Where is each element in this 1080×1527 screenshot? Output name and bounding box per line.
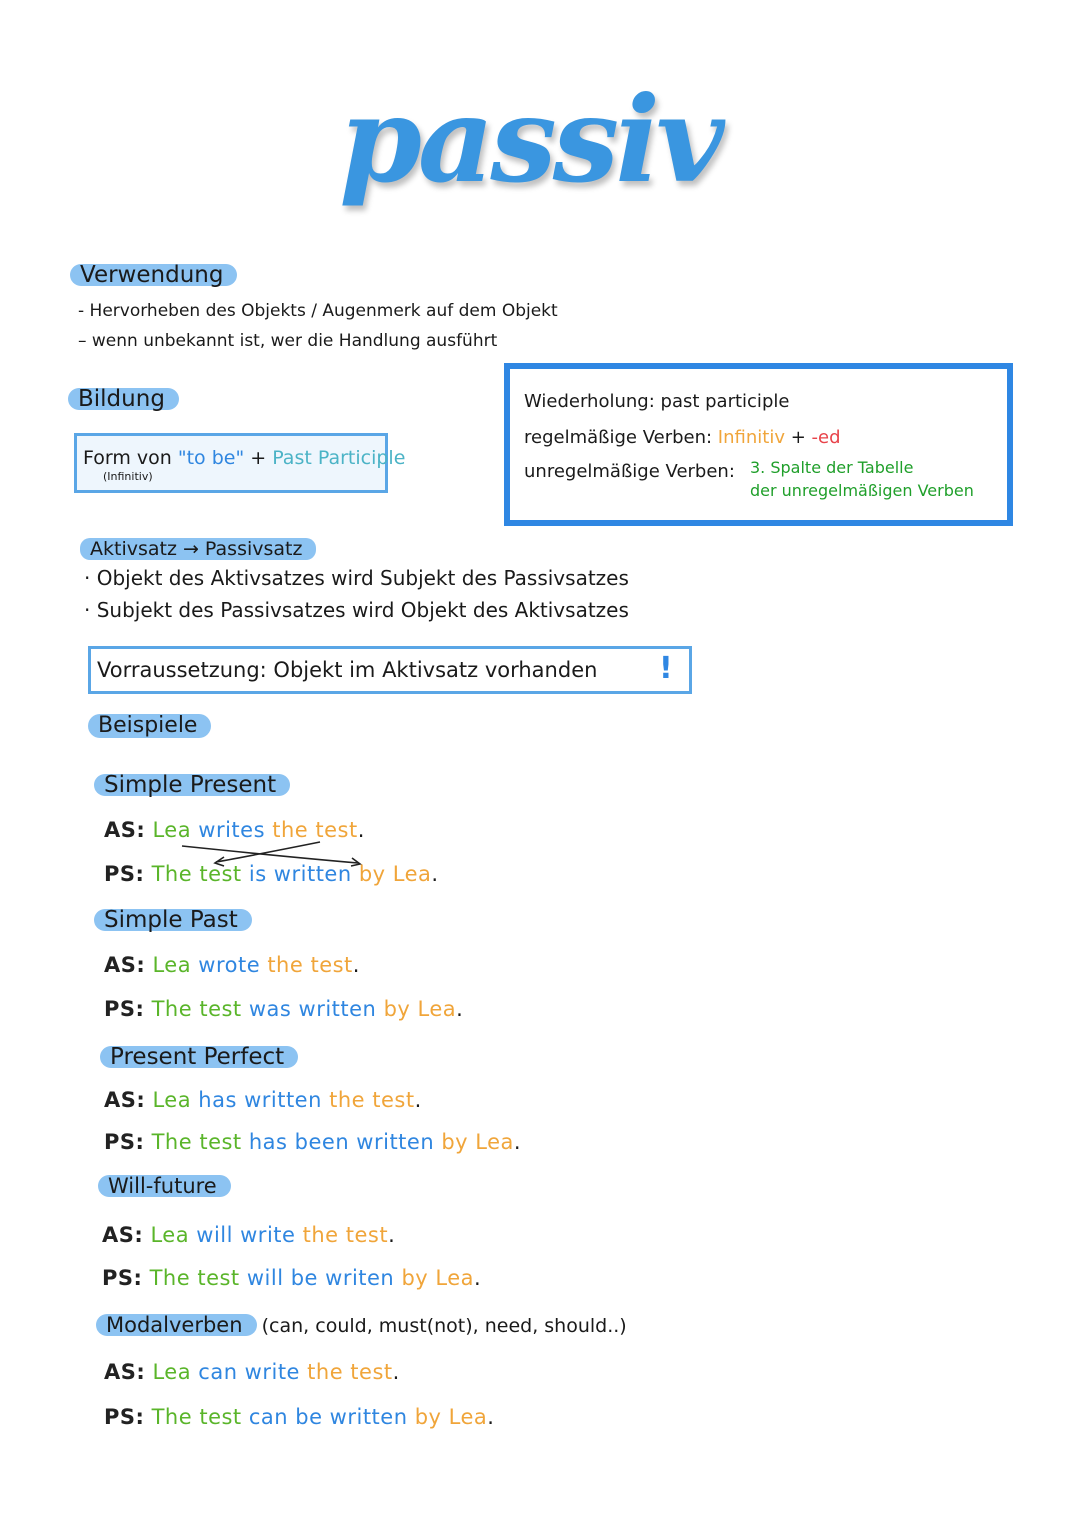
bildung-formula-box xyxy=(74,433,406,493)
simple-present-ps: PS: The test is written by Lea. xyxy=(104,862,439,886)
simple-present-as: AS: Lea writes the test. xyxy=(104,818,365,842)
will-future-as: AS: Lea will write the test. xyxy=(102,1223,396,1247)
section-heading-will-future: Will-future xyxy=(98,1175,231,1197)
exclamation-icon: ! xyxy=(659,651,673,686)
to-be-text: "to be" xyxy=(177,447,245,469)
modalverben-as: AS: Lea can write the test. xyxy=(104,1360,400,1384)
aktiv-passiv-item-2: · Subjekt des Passivsatzes wird Objekt des Aktivsatzes xyxy=(84,598,629,622)
regular-verbs-line: regelmäßige Verben: Infinitiv + -ed xyxy=(524,427,841,448)
present-perfect-as: AS: Lea has written the test. xyxy=(104,1088,422,1112)
aktiv-passiv-item-1: · Objekt des Aktivsatzes wird Subjekt des Passivsatzes xyxy=(84,566,629,590)
irregular-verbs-label: unregelmäßige Verben: xyxy=(524,461,735,482)
wiederholung-box xyxy=(504,363,1013,526)
simple-past-as: AS: Lea wrote the test. xyxy=(104,953,360,977)
verwendung-item-1: - Hervorheben des Objekts / Augenmerk auf dem Objekt xyxy=(78,301,558,321)
infinitiv-note: (Infinitiv) xyxy=(103,470,153,483)
irregular-verbs-line1: 3. Spalte der Tabelle xyxy=(750,458,914,477)
simple-past-ps: PS: The test was written by Lea. xyxy=(104,997,464,1021)
aktiv-passiv-heading: Aktivsatz → Passivsatz xyxy=(80,538,316,560)
section-heading-simple-past: Simple Past xyxy=(94,909,252,931)
modalverben-ps: PS: The test can be written by Lea. xyxy=(104,1405,495,1429)
past-participle-text: Past Participle xyxy=(272,447,406,469)
section-heading-simple-present: Simple Present xyxy=(94,774,290,796)
section-heading-present-perfect: Present Perfect xyxy=(100,1046,298,1068)
wiederholung-title: Wiederholung: past participle xyxy=(524,391,790,412)
verwendung-item-2: – wenn unbekannt ist, wer die Handlung ausführt xyxy=(78,331,498,351)
present-perfect-ps: PS: The test has been written by Lea. xyxy=(104,1130,522,1154)
page-title: passiv xyxy=(339,70,721,209)
modalverben-note: (can, could, must(not), need, should..) xyxy=(261,1315,627,1337)
section-heading-modalverben: Modalverben (can, could, must(not), need, should..) xyxy=(96,1314,627,1337)
will-future-ps: PS: The test will be writen by Lea. xyxy=(102,1266,482,1290)
voraussetzung-text: Vorraussetzung: Objekt im Aktivsatz vorhanden xyxy=(97,658,598,682)
verwendung-heading: Verwendung xyxy=(70,264,237,286)
voraussetzung-box xyxy=(88,646,692,694)
beispiele-heading: Beispiele xyxy=(88,714,211,738)
bildung-formula: Form von "to be" + Past Participle xyxy=(83,447,406,469)
irregular-verbs-line2: der unregelmäßigen Verben xyxy=(750,481,974,500)
bildung-heading: Bildung xyxy=(68,388,179,410)
